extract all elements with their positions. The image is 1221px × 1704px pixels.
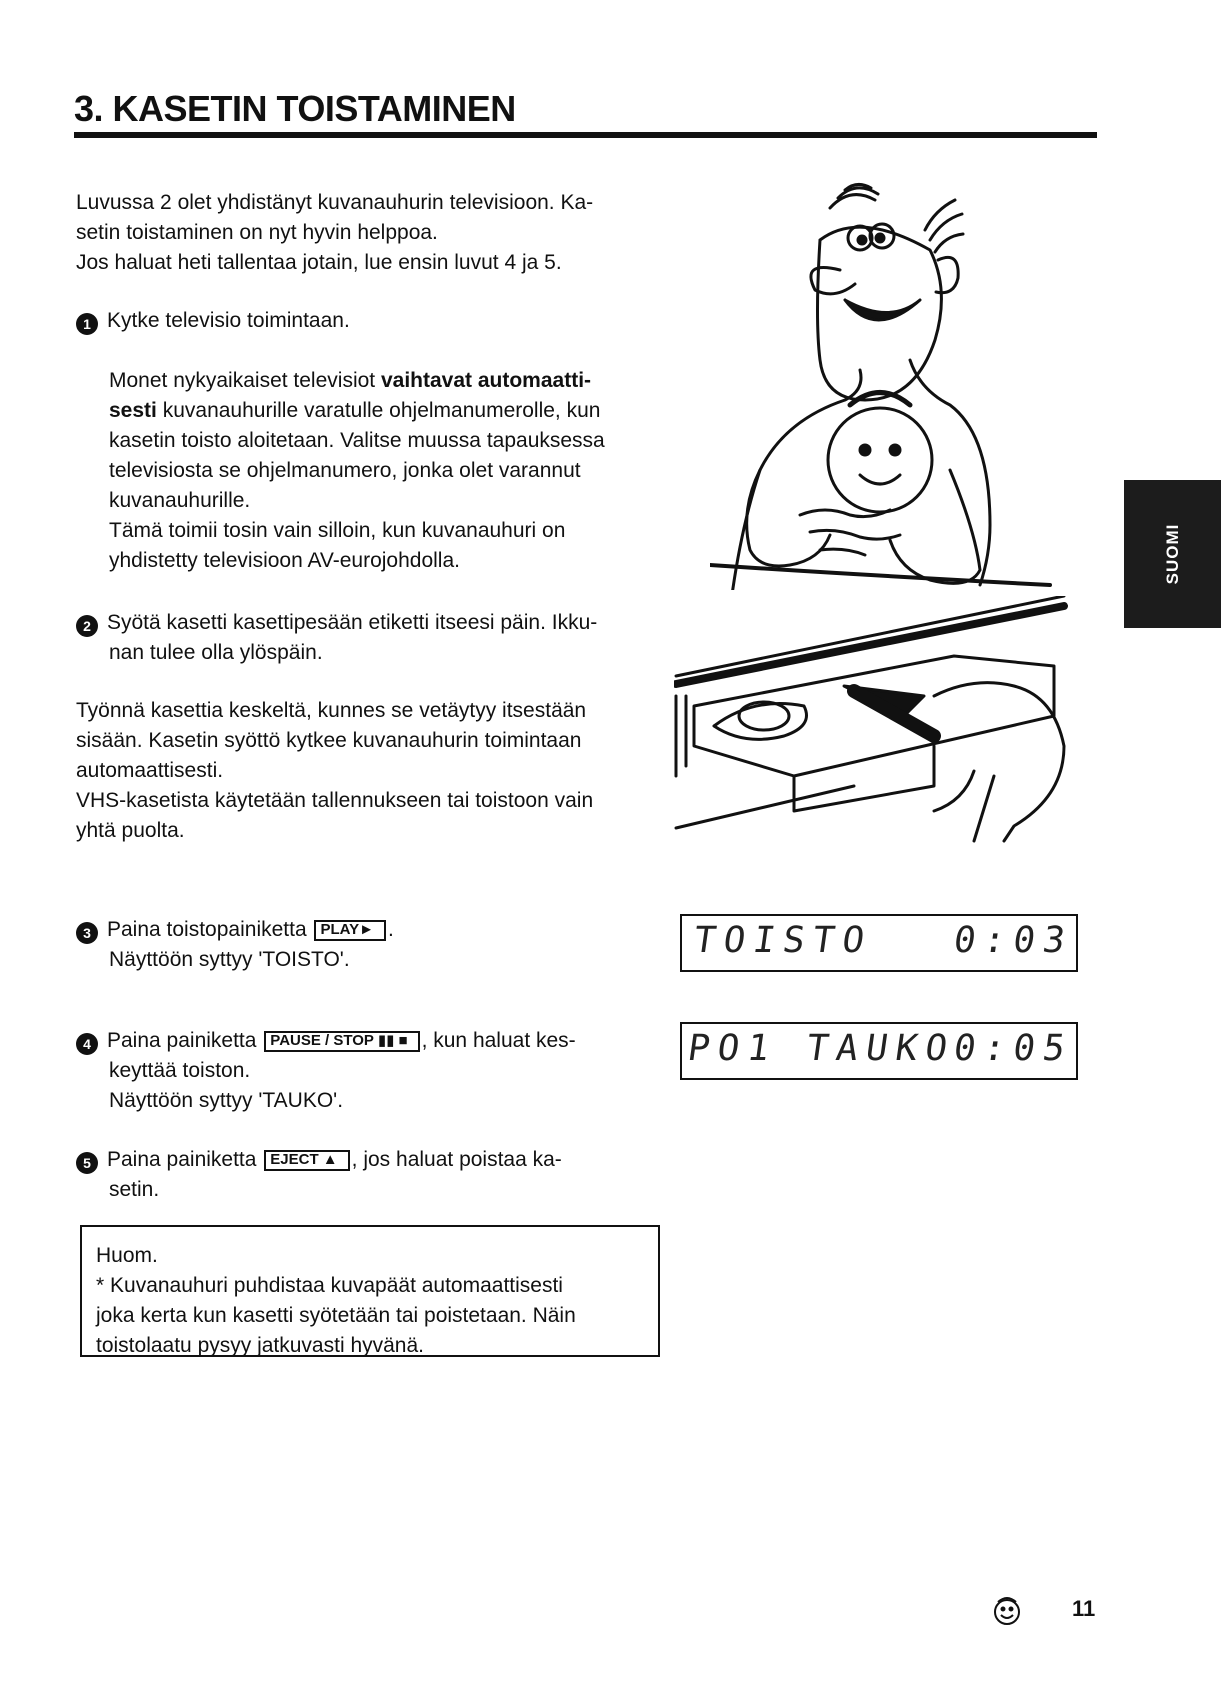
step-1-detail-3: kasetin toisto aloitetaan. Valitse muussa tapauksessa [109,429,605,452]
step-1-text: Kytke televisio toimintaan. [107,309,350,332]
step-2 [76,608,597,638]
step-5-line-2: setin. [109,1178,160,1201]
push-line-1: Työnnä kasettia keskeltä, kunnes se vetäytyy itsestään [76,699,587,722]
display-tauko-text: PO1 TAUKO [685,1028,958,1069]
eject-button-label: EJECT ▲ [264,1150,349,1171]
display-toisto-time: 0:03 [951,920,1076,961]
step-4-line-2: keyttää toiston. [109,1059,251,1082]
step-1-detail-5: kuvanauhurille. [109,489,251,512]
language-tab-label: SUOMI [1162,523,1182,585]
step-2-line-1: Syötä kasetti kasettipesään etiketti itseesi päin. Ikku- [107,611,598,634]
step-number-2: 2 [76,615,98,637]
step-1-detail-1: Monet nykyaikaiset televisiot vaihtavat automaatti- [109,369,592,392]
intro-line-2: setin toistaminen on nyt hyvin helppoa. [76,221,438,244]
play-button-label: PLAY► [314,920,385,941]
display-toisto-text: TOISTO [691,920,875,961]
cassette-insertion-illustration [674,596,1074,846]
note-line-1: * Kuvanauhuri puhdistaa kuvapäät automaattisesti [96,1274,563,1297]
intro-line-1: Luvussa 2 olet yhdistänyt kuvanauhurin televisioon. Ka- [76,191,594,214]
step-1-detail-4: televisiosta se ohjelmanumero, jonka olet varannut [109,459,581,482]
note-line-2: joka kerta kun kasetti syötetään tai poistetaan. Näin [96,1304,576,1327]
language-tab [1124,480,1221,628]
push-line-2: sisään. Kasetin syöttö kytkee kuvanauhurin toimintaan [76,729,582,752]
step-1-detail-7: yhdistetty televisioon AV-eurojohdolla. [109,549,460,572]
step-4: 4 Paina painiketta PAUSE / STOP ▮▮ ■ , kun haluat kes- [76,1026,576,1056]
page-title: 3. KASETIN TOISTAMINEN [74,88,516,129]
step-1-detail-2: sesti kuvanauhurille varatulle ohjelmanumerolle, kun [109,399,601,422]
push-line-4: VHS-kasetista käytetään tallennukseen tai toistoon vain [76,789,594,812]
intro-line-3: Jos haluat heti tallentaa jotain, lue ensin luvut 4 ja 5. [76,251,562,274]
step-3: 3 Paina toistopainiketta PLAY► . [76,915,394,945]
pause-stop-button-label: PAUSE / STOP ▮▮ ■ [264,1031,419,1052]
note-heading: Huom. [96,1244,158,1267]
step-5: 5 Paina painiketta EJECT ▲ , jos haluat poistaa ka- [76,1145,562,1175]
display-toisto [680,914,1078,972]
step-1-detail-6: Tämä toimii tosin vain silloin, kun kuvanauhuri on [109,519,566,542]
note-line-3: toistolaatu pysyy jatkuvasti hyvänä. [96,1334,425,1357]
step-4-line-3: Näyttöön syttyy 'TAUKO'. [109,1089,344,1112]
display-tauko [680,1022,1078,1080]
step-3-line-2: Näyttöön syttyy 'TOISTO'. [109,948,350,971]
push-line-3: automaattisesti. [76,759,224,782]
display-tauko-time: 0:05 [951,1028,1076,1069]
smiley-icon [990,1594,1024,1628]
step-number-5: 5 [76,1152,98,1174]
man-holding-cassette-illustration [710,170,1060,590]
page-number: 11 [1072,1596,1096,1621]
step-2-line-2: nan tulee olla ylöspäin. [109,641,323,664]
step-1 [76,306,350,336]
step-number-1: 1 [76,313,98,335]
push-line-5: yhtä puolta. [76,819,185,842]
title-rule [74,132,1097,138]
step-number-3: 3 [76,922,98,944]
step-number-4: 4 [76,1033,98,1055]
note-box [80,1225,660,1357]
